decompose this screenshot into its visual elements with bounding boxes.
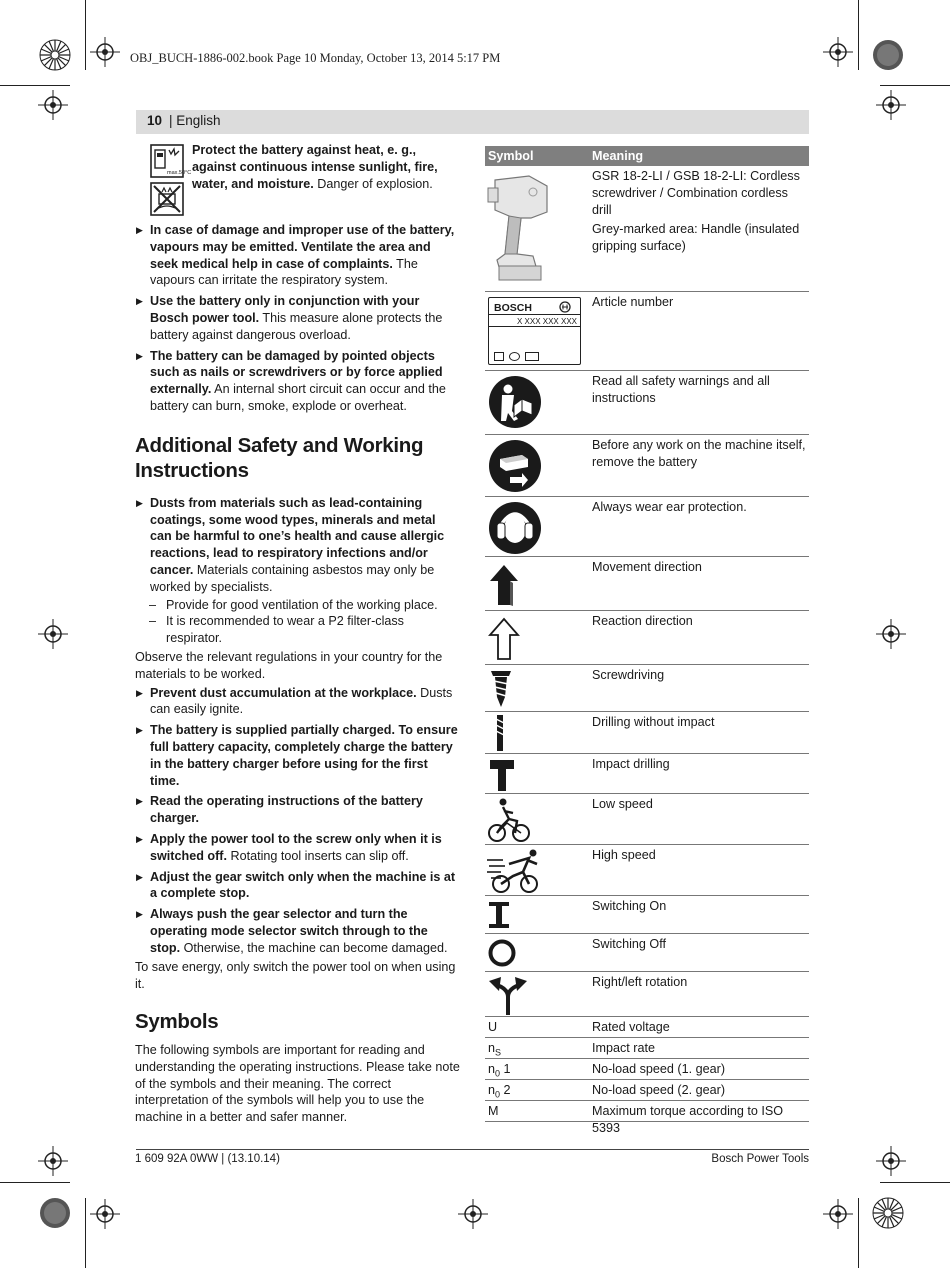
meaning-text: Low speed	[592, 797, 653, 811]
meaning-text: Impact rate	[592, 1041, 655, 1055]
column-header-symbol: Symbol	[488, 149, 534, 163]
list-item: ▶ In case of damage and improper use of the battery, vapours may be emitted. Ventilate the area and seek medical help in case of complaints. The vapours can irritate the respiratory system.	[135, 222, 460, 289]
table-row	[485, 371, 809, 435]
symbol-text: $n_0$ 2	[488, 1083, 511, 1100]
meaning-text: High speed	[592, 848, 656, 862]
meaning-text: No-load speed (1. gear)	[592, 1062, 726, 1076]
screw-icon	[489, 669, 513, 709]
registration-circle-bottom-left	[38, 1196, 72, 1230]
meaning-text: GSR 18-2-LI / GSB 18-2-LI: Cordless screwdriver / Combination cordless drill Grey-marked area: Handle (insulated gripping surface)	[592, 169, 800, 254]
crosshair-target	[876, 619, 906, 649]
list-item: ▶ Dusts from materials such as lead-containing coatings, some wood types, minerals and metal can be harmful to one’s health and cause allergic reactions, lead to respiratory infections and/or cancer. Materials containing asbestos may only be worked by specialists.	[135, 495, 460, 596]
crosshair-target	[458, 1199, 488, 1229]
movement-arrow-icon	[488, 563, 520, 607]
footer-document-number: 1 609 92A 0WW | (13.10.14)	[135, 1153, 280, 1165]
section-heading: Symbols	[135, 1010, 219, 1034]
table-row	[485, 1017, 809, 1038]
crosshair-target	[823, 1199, 853, 1229]
symbol-text: M	[488, 1104, 499, 1118]
meaning-text: Impact drilling	[592, 757, 670, 771]
meaning-text: No-load speed (2. gear)	[592, 1083, 726, 1097]
table-row	[485, 292, 809, 371]
table-row	[485, 754, 809, 794]
meaning-text: Right/left rotation	[592, 975, 688, 989]
crosshair-target	[38, 619, 68, 649]
page-header-bar	[136, 110, 809, 134]
list-item: ▶ Read the operating instructions of the battery charger.	[135, 793, 460, 827]
nameplate-icon	[488, 297, 581, 365]
low-speed-icon	[487, 797, 533, 843]
paragraph: The following symbols are important for reading and understanding the operating instructions. Please take note of the symbols and their meaning. The correct interpretation of the symbols will help you to use the machine in a better and safer manner.	[135, 1043, 460, 1125]
symbol-table	[485, 146, 809, 1135]
meaning-text: Reaction direction	[592, 614, 693, 628]
column-header-meaning: Meaning	[592, 149, 644, 163]
high-speed-icon	[487, 848, 543, 894]
meaning-text: Switching Off	[592, 937, 666, 951]
table-row	[485, 611, 809, 665]
symbol-text: $n_0$ 1	[488, 1062, 511, 1079]
registration-circle-top-left	[38, 38, 72, 72]
symbol-text: $n_S$	[488, 1041, 502, 1058]
crosshair-target	[823, 37, 853, 67]
table-row	[485, 1038, 809, 1059]
list-item: ▶ The battery can be damaged by pointed objects such as nails or screwdrivers or by force applied externally. An internal short circuit can occur and the battery can burn, smoke, explode or overheat.	[135, 348, 460, 415]
table-row	[485, 794, 809, 845]
print-header: OBJ_BUCH-1886-002.book Page 10 Monday, October 13, 2014 5:17 PM	[130, 51, 501, 65]
list-item: – Provide for good ventilation of the working place.	[149, 597, 438, 612]
list-item: ▶ The battery is supplied partially charged. To ensure full battery capacity, completely charge the battery in the battery charger before using for the first time.	[135, 722, 460, 789]
no-water-fire-icon	[150, 182, 184, 216]
meaning-text: Switching On	[592, 899, 667, 913]
table-header	[485, 146, 809, 166]
meaning-text: Movement direction	[592, 560, 702, 574]
max-temperature-icon	[150, 144, 192, 178]
crosshair-target	[38, 90, 68, 120]
list-item: ▶ Prevent dust accumulation at the workplace. Dusts can easily ignite.	[135, 685, 460, 719]
crosshair-target	[90, 1199, 120, 1229]
symbol-text: U	[488, 1020, 498, 1034]
header-text: | English	[169, 113, 221, 128]
table-row	[485, 435, 809, 497]
crosshair-target	[876, 1146, 906, 1176]
meaning-text: Maximum torque according to ISO 5393	[592, 1104, 784, 1135]
meaning-text: Screwdriving	[592, 668, 665, 682]
list-item: ▶ Adjust the gear switch only when the machine is at a complete stop.	[135, 869, 460, 903]
table-row	[485, 934, 809, 972]
section-heading: Additional Safety and Working Instructions	[135, 433, 424, 482]
paragraph: To save energy, only switch the power tool on when using it.	[135, 960, 456, 992]
switch-on-icon	[488, 901, 510, 929]
table-row	[485, 712, 809, 754]
footer-divider	[136, 1149, 809, 1150]
table-row	[485, 166, 809, 292]
list-item: ▶ Apply the power tool to the screw only when it is switched off. Rotating tool inserts can slip off.	[135, 831, 460, 865]
hammer-icon	[489, 758, 515, 792]
read-manual-icon	[488, 375, 542, 429]
left-column	[135, 142, 460, 1126]
drill-icon	[487, 170, 553, 286]
crosshair-target	[90, 37, 120, 67]
table-row	[485, 845, 809, 896]
header-language: English	[176, 113, 221, 128]
ear-protection-icon	[488, 501, 542, 555]
list-item: – It is recommended to wear a P2 filter-class respirator.	[149, 614, 404, 646]
drill-bit-icon	[493, 715, 507, 753]
table-row	[485, 1101, 809, 1135]
reaction-arrow-icon	[488, 617, 520, 661]
meaning-text: Before any work on the machine itself, remove the battery	[592, 438, 806, 469]
registration-circle-top-right	[871, 38, 905, 72]
table-row	[485, 665, 809, 712]
table-row	[485, 1080, 809, 1101]
meaning-text: Drilling without impact	[592, 715, 715, 729]
crosshair-target	[38, 1146, 68, 1176]
svg-text:max.50°C: max.50°C	[167, 170, 192, 176]
table-row	[485, 497, 809, 557]
table-row	[485, 1059, 809, 1080]
table-row	[485, 972, 809, 1017]
list-item: ▶ Use the battery only in conjunction with your Bosch power tool. This measure alone protects the battery against dangerous overload.	[135, 293, 460, 343]
nameplate-number: X XXX XXX XXX	[516, 317, 577, 326]
switch-off-icon	[488, 939, 516, 967]
page-number: 10	[147, 113, 163, 128]
rotation-icon	[487, 975, 529, 1015]
paragraph: Observe the relevant regulations in your country for the materials to be worked.	[135, 649, 443, 681]
meaning-text: Article number	[592, 295, 674, 309]
remove-battery-icon	[488, 439, 542, 493]
footer-brand: Bosch Power Tools	[711, 1153, 809, 1165]
table-row	[485, 896, 809, 934]
list-item: ▶ Always push the gear selector and turn the operating mode selector switch through to the stop. Otherwise, the machine can become damaged.	[135, 906, 460, 956]
heat-warning: max.50°C Protect the battery against heat, e. g., against continuous intense sunlight, fire, water, and moisture. Danger of explosion.	[135, 142, 460, 220]
meaning-text: Rated voltage	[592, 1020, 670, 1034]
nameplate-brand: BOSCH	[494, 302, 532, 314]
crosshair-target	[876, 90, 906, 120]
meaning-text: Read all safety warnings and all instructions	[592, 374, 770, 405]
meaning-text: Always wear ear protection.	[592, 500, 747, 514]
table-row	[485, 557, 809, 611]
registration-circle-bottom-right	[871, 1196, 905, 1230]
